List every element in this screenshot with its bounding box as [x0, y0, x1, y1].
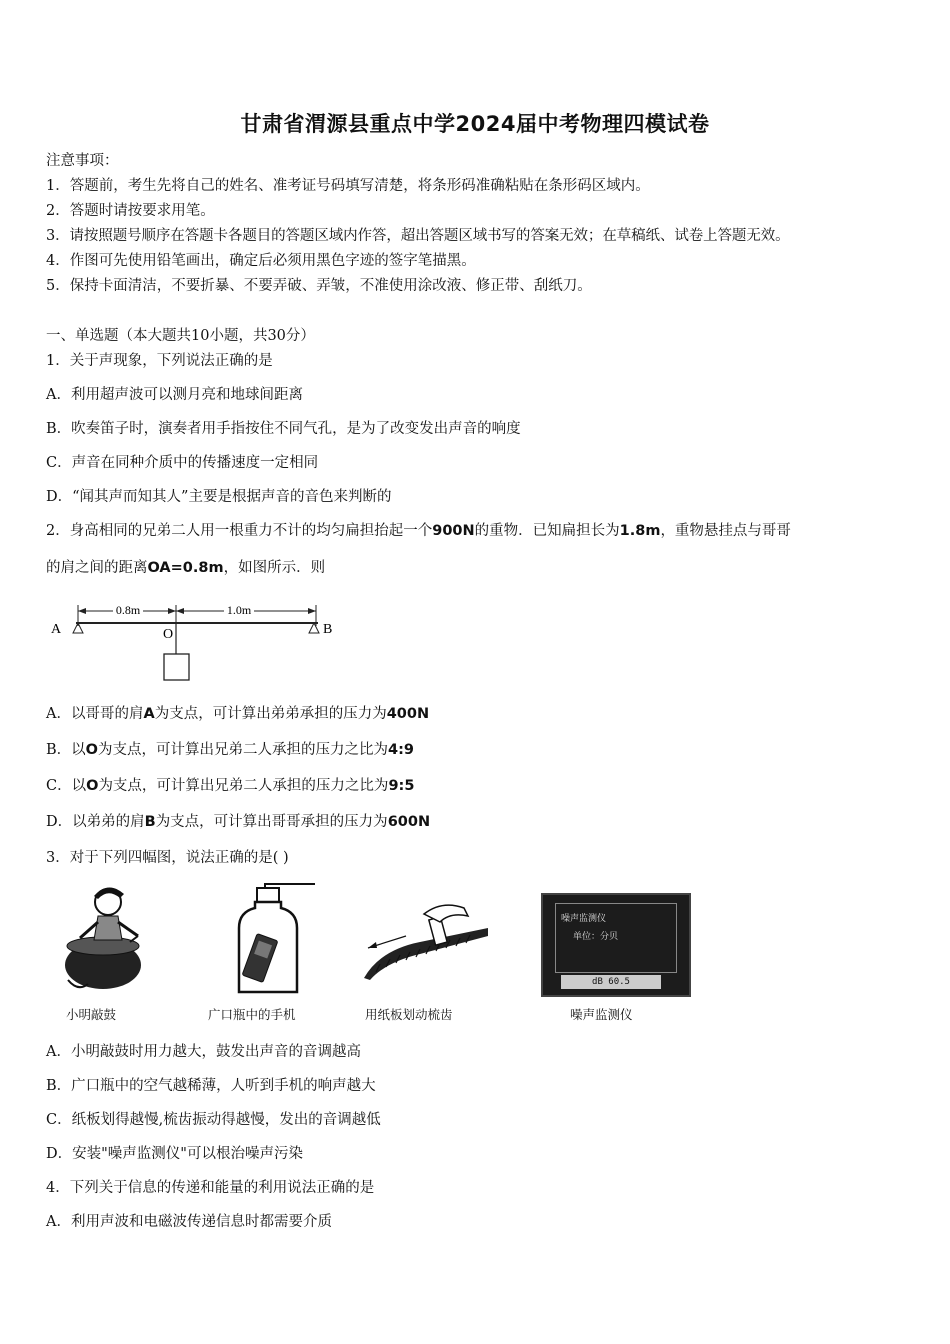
notice-item: 1．答题前，考生先将自己的姓名、准考证号码填写清楚，将条形码准确粘贴在条形码区域内。 — [46, 178, 650, 194]
option-text: 为支点，可计算出兄弟二人承担的压力之比为 — [98, 778, 389, 794]
question-4-stem: 4．下列关于信息的传递和能量的利用说法正确的是 — [46, 1180, 375, 1196]
caption-drum: 小明敲鼓 — [66, 1007, 117, 1022]
option-key: B — [144, 814, 156, 830]
monitor-label: 噪声监测仪 — [561, 914, 607, 924]
lever-diagram — [46, 596, 346, 688]
notice-item: 3．请按照题号顺序在答题卡各题目的答题区域内作答，超出答题区域书写的答案无效；在草稿纸、试卷上答题无效。 — [46, 228, 790, 244]
q3-option-b: B．广口瓶中的空气越稀薄，人听到手机的响声越大 — [46, 1078, 376, 1094]
q2-length: 1.8m — [619, 523, 661, 539]
q2-oa: OA=0.8m — [147, 560, 224, 576]
option-value: 9:5 — [388, 778, 415, 794]
arrow-left — [78, 608, 86, 614]
q3-option-d: D．安装"噪声监测仪"可以根治噪声污染 — [46, 1146, 303, 1162]
question-3-stem: 3．对于下列四幅图，说法正确的是( ) — [46, 850, 289, 866]
label-o: O — [163, 627, 174, 642]
q1-option-a: A．利用超声波可以测月亮和地球间距离 — [46, 387, 303, 403]
option-text: D．以弟弟的肩 — [46, 814, 145, 830]
q2-option-a — [46, 704, 429, 724]
option-key: O — [85, 742, 98, 758]
noise-monitor — [541, 893, 691, 997]
question-2-stem-line1 — [46, 521, 791, 541]
arrow-mid-left — [168, 608, 176, 614]
q2-weight: 900N — [432, 523, 475, 539]
notice-item: 2．答题时请按要求用笔。 — [46, 203, 215, 219]
q2-stem-text: 的重物．已知扁担长为 — [474, 523, 620, 539]
option-value: 400N — [386, 706, 430, 722]
motion-arrowhead — [368, 942, 377, 948]
option-text: 为支点，可计算出哥哥承担的压力为 — [155, 814, 388, 830]
option-text: A．以哥哥的肩 — [46, 706, 144, 722]
monitor-unit: 单位：分贝 — [573, 932, 619, 942]
notice-item: 5．保持卡面清洁，不要折暴、不要弄破、弄皱，不准使用涂改液、修正带、刮纸刀。 — [46, 278, 592, 294]
option-text: C．以 — [46, 778, 87, 794]
arrow-right — [308, 608, 316, 614]
option-key: A — [143, 706, 155, 722]
option-text: B．以 — [46, 742, 86, 758]
q2-stem-text: 的肩之间的距离 — [46, 560, 148, 576]
option-text: 为支点，可计算出兄弟二人承担的压力之比为 — [97, 742, 388, 758]
comb-figure — [360, 890, 490, 990]
q2-stem-text: ，重物悬挂点与哥哥 — [660, 523, 791, 539]
q2-option-c — [46, 776, 414, 796]
section-heading: 一、单选题（本大题共10小题，共30分） — [46, 328, 315, 344]
q3-option-c: C．纸板划得越慢,梳齿振动得越慢，发出的音调越低 — [46, 1112, 381, 1128]
distance-left: 0.8m — [115, 603, 141, 617]
weight-box — [164, 654, 189, 680]
q2-stem-text: 2．身高相同的兄弟二人用一根重力不计的均匀扁担抬起一个 — [46, 523, 433, 539]
caption-comb: 用纸板划动梳齿 — [365, 1007, 453, 1022]
notice-item: 4．作图可先使用铅笔画出，确定后必须用黑色字迹的签字笔描黑。 — [46, 253, 476, 269]
q2-option-d — [46, 812, 430, 832]
monitor-reading: dB 60.5 — [561, 975, 661, 989]
jar-figure — [225, 880, 325, 1002]
q1-option-d: D．“闻其声而知其人”主要是根据声音的音色来判断的 — [46, 489, 392, 505]
q4-option-a: A．利用声波和电磁波传递信息时都需要介质 — [46, 1214, 332, 1230]
option-key: O — [86, 778, 99, 794]
question-1-stem: 1．关于声现象，下列说法正确的是 — [46, 353, 273, 369]
label-a: A — [51, 622, 62, 637]
option-text: 为支点，可计算出弟弟承担的压力为 — [154, 706, 387, 722]
arrow-mid-right — [176, 608, 184, 614]
q1-option-c: C．声音在同种介质中的传播速度一定相同 — [46, 455, 319, 471]
q2-stem-text: ，如图所示．则 — [223, 560, 326, 576]
jar-stopper — [257, 888, 279, 902]
notice-heading: 注意事项： — [46, 153, 119, 169]
option-value: 600N — [387, 814, 431, 830]
drum-figure — [58, 880, 158, 1000]
q1-option-b: B．吹奏笛子时，演奏者用手指按住不同气孔，是为了改变发出声音的响度 — [46, 421, 521, 437]
boy-body — [94, 916, 122, 940]
caption-jar: 广口瓶中的手机 — [208, 1007, 296, 1022]
label-b: B — [323, 622, 333, 637]
question-2-stem-line2 — [46, 558, 325, 578]
caption-monitor: 噪声监测仪 — [570, 1007, 633, 1022]
shoulder-b — [309, 623, 319, 633]
q2-option-b — [46, 740, 414, 760]
q3-option-a: A．小明敲鼓时用力越大，鼓发出声音的音调越高 — [46, 1044, 361, 1060]
page-title: 甘肃省渭源县重点中学2024届中考物理四模试卷 — [240, 112, 710, 136]
option-value: 4:9 — [387, 742, 414, 758]
distance-right: 1.0m — [226, 603, 252, 617]
